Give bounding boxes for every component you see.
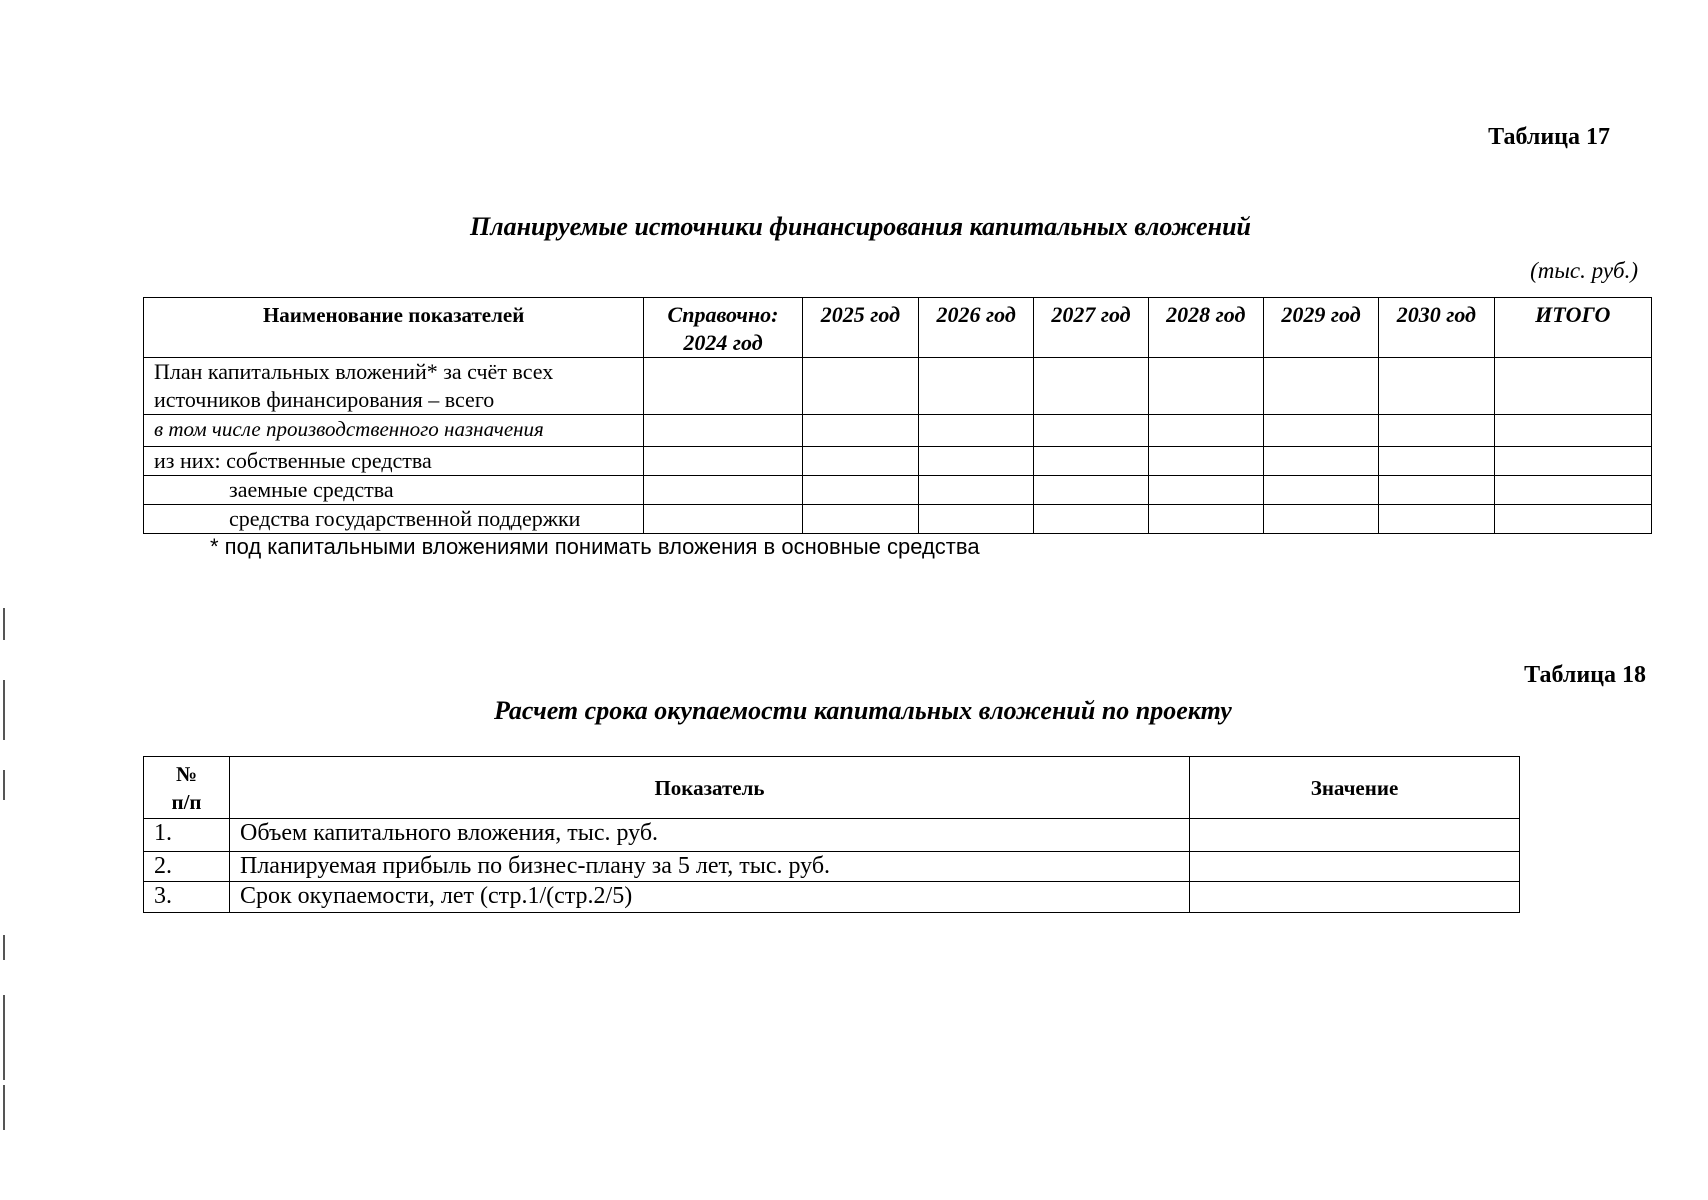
table-cell [1263,415,1378,447]
header-value: Значение [1190,757,1520,819]
header-2030: 2030 год [1379,298,1494,358]
table-17-unit: (тыс. руб.) [1530,258,1638,283]
header-number-line1: № [175,761,198,786]
table-row [144,447,1652,476]
table-row [144,476,1652,505]
header-number-line2: п/п [171,789,202,814]
header-name: Наименование показателей [144,298,644,358]
table-cell [802,447,918,476]
header-2028: 2028 год [1148,298,1263,358]
header-indicator: Показатель [230,757,1190,819]
row-indicator: Срок окупаемости, лет (стр.1/(стр.2/5) [230,882,1190,913]
table-cell [1379,476,1494,505]
table-cell [1034,358,1148,415]
table-cell [1494,476,1652,505]
table-row [144,358,1652,415]
table-cell [1263,476,1378,505]
table-cell [919,358,1034,415]
header-number [144,757,230,819]
table-17 [143,297,1652,534]
row-number: 1. [144,819,230,852]
table-cell [1494,447,1652,476]
table-18-header-row [144,757,1520,819]
table-cell [1034,447,1148,476]
table-cell [1034,505,1148,534]
row-label: в том числе производственного назначения [144,415,644,447]
table-cell [1148,447,1263,476]
row-label: средства государственной поддержки [144,505,644,534]
table-cell [919,447,1034,476]
header-2025: 2025 год [802,298,918,358]
scan-artifact-line [3,608,5,640]
table-cell [1148,505,1263,534]
row-value [1190,819,1520,852]
table-cell [644,415,802,447]
header-total: ИТОГО [1494,298,1652,358]
table-cell [919,505,1034,534]
table-cell [644,358,802,415]
header-reference-line1: Справочно: [667,302,779,327]
table-18-number: Таблица 18 [1524,662,1646,688]
table-cell [802,415,918,447]
table-18 [143,756,1520,913]
header-2027: 2027 год [1034,298,1148,358]
row-label [144,358,644,415]
table-cell [1263,505,1378,534]
table-cell [802,358,918,415]
table-18-title: Расчет срока окупаемости капитальных вложений по проекту [494,696,1232,725]
table-cell [644,447,802,476]
table-cell [1148,358,1263,415]
table-cell [1379,415,1494,447]
table-cell [919,415,1034,447]
table-cell [919,476,1034,505]
table-cell [1148,415,1263,447]
row-indicator: Объем капитального вложения, тыс. руб. [230,819,1190,852]
table-row [144,882,1520,913]
row-number: 3. [144,882,230,913]
table-17-title: Планируемые источники финансирования капитальных вложений [470,212,1251,241]
header-reference-line2: 2024 год [683,330,763,355]
header-reference [644,298,802,358]
table-cell [644,476,802,505]
table-17-number: Таблица 17 [1488,124,1610,150]
table-cell [1263,358,1378,415]
scan-artifact-line [3,770,5,800]
table-cell [644,505,802,534]
table-cell [802,505,918,534]
header-2029: 2029 год [1263,298,1378,358]
table-row [144,852,1520,882]
table-row [144,415,1652,447]
header-2026: 2026 год [919,298,1034,358]
scan-artifact-line [3,995,5,1080]
table-row [144,819,1520,852]
table-17-footnote: * под капитальными вложениями понимать вложения в основные средства [210,534,980,559]
row-number: 2. [144,852,230,882]
table-cell [1034,415,1148,447]
table-cell [1379,447,1494,476]
row-label: из них: собственные средства [144,447,644,476]
row-label-line2: источников финансирования – всего [154,387,495,412]
row-label-line1: План капитальных вложений* за счёт всех [154,359,554,384]
table-cell [1494,415,1652,447]
table-cell [1494,505,1652,534]
table-cell [1263,447,1378,476]
row-label: заемные средства [144,476,644,505]
scan-artifact-line [3,935,5,960]
row-indicator: Планируемая прибыль по бизнес-плану за 5 лет, тыс. руб. [230,852,1190,882]
table-cell [802,476,918,505]
table-row [144,505,1652,534]
scan-artifact-line [3,1085,5,1130]
table-cell [1379,358,1494,415]
row-value [1190,882,1520,913]
table-cell [1379,505,1494,534]
table-cell [1148,476,1263,505]
table-cell [1494,358,1652,415]
table-cell [1034,476,1148,505]
scan-artifact-line [3,680,5,740]
row-value [1190,852,1520,882]
table-17-header-row [144,298,1652,358]
